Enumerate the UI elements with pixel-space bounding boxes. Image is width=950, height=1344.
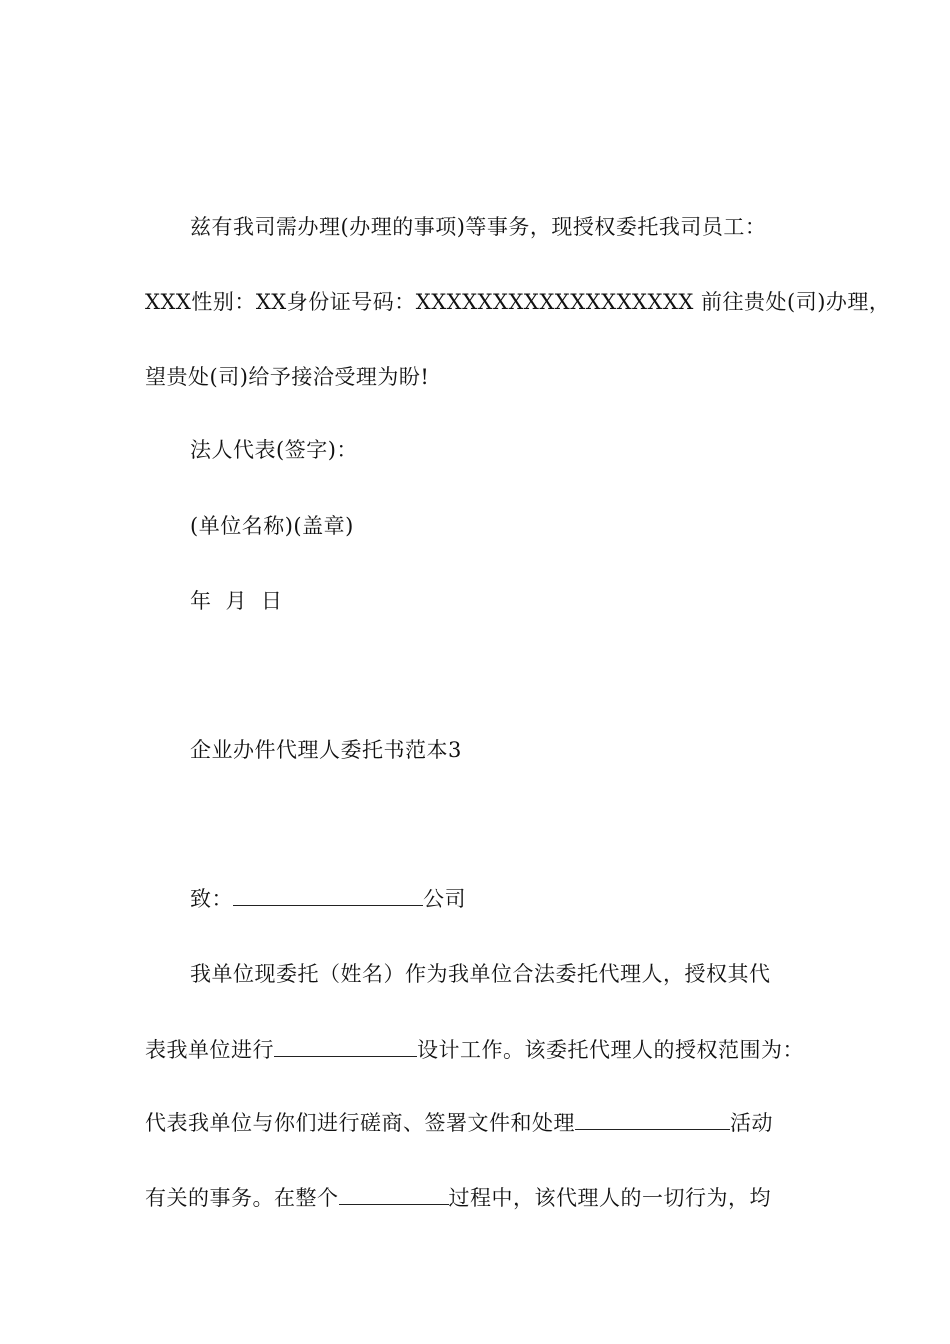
para1-line3: 望贵处(司)给予接洽受理为盼! xyxy=(145,365,430,389)
para2-line2-start: 表我单位进行 xyxy=(145,1038,274,1062)
para2-line4-end: 过程中，该代理人的一切行为，均 xyxy=(448,1186,771,1210)
addressee-suffix: 公司 xyxy=(423,887,466,911)
para1-line2: XXX性别：XX身份证号码：XXXXXXXXXXXXXXXXXX 前往贵处(司)办理， xyxy=(145,290,891,314)
unit-name-seal: (单位名称)(盖章) xyxy=(190,514,354,538)
legal-representative-signature: 法人代表(签字)： xyxy=(190,438,358,462)
para2-line2-end: 设计工作。该委托代理人的授权范围为： xyxy=(417,1038,804,1062)
para2-line2 xyxy=(145,1036,804,1064)
process-blank xyxy=(339,1184,449,1205)
company-blank xyxy=(233,885,423,906)
activity-blank xyxy=(575,1109,730,1130)
date-day: 日 xyxy=(261,589,283,613)
date-year: 年 xyxy=(190,589,212,613)
para2-line3 xyxy=(145,1109,773,1137)
para2-line3-end: 活动 xyxy=(730,1111,773,1135)
para2-line4-start: 有关的事务。在整个 xyxy=(145,1186,339,1210)
design-work-blank xyxy=(274,1036,417,1057)
date-line xyxy=(190,587,283,615)
addressee-line xyxy=(190,885,466,913)
para1-line1: 兹有我司需办理(办理的事项)等事务，现授权委托我司员工： xyxy=(190,215,767,239)
para2-line3-start: 代表我单位与你们进行磋商、签署文件和处理 xyxy=(145,1111,575,1135)
para2-line1: 我单位现委托（姓名）作为我单位合法委托代理人，授权其代 xyxy=(190,962,771,986)
addressee-prefix: 致： xyxy=(190,887,233,911)
date-month: 月 xyxy=(225,589,247,613)
para2-line4 xyxy=(145,1184,771,1212)
section-title: 企业办件代理人委托书范本3 xyxy=(190,738,462,762)
